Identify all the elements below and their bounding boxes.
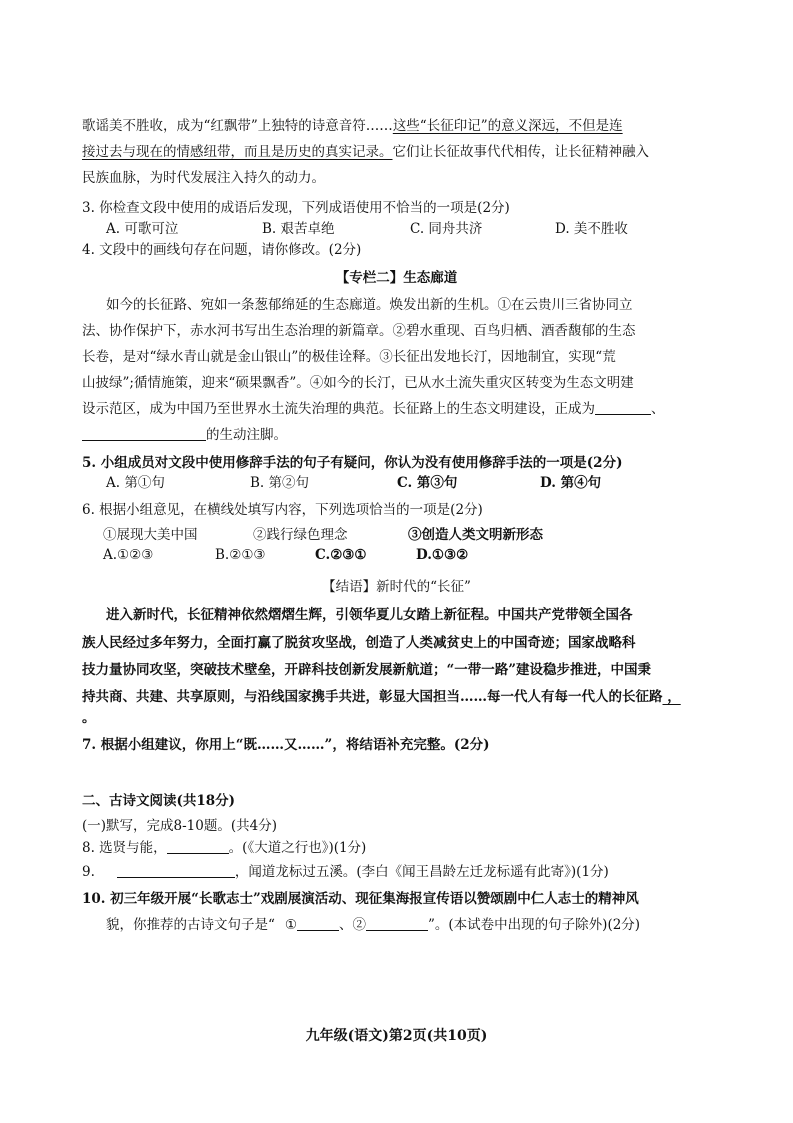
conclusion-line: 持共商、共建、共享原则，与沿线国家携手共进，彰显大国担当……每一代人有每一代人的长征路 ，	[82, 689, 681, 705]
passage-line: 接过去与现在的情感纽带，而且是历史的真实记录。它们让长征故事代代相传，让长征精神融入	[82, 144, 649, 160]
q8-answer-blank[interactable]	[167, 839, 229, 854]
q5-option-b[interactable]: B. 第②句	[250, 475, 310, 491]
question-10-answer-line: 貌，你推荐的古诗文句子是“ ① 、② ”。(本试卷中出现的句子除外)(2分)	[106, 917, 641, 933]
fill-blank-1[interactable]	[595, 400, 651, 415]
section-2-line: 如今的长征路、宛如一条葱郁绵延的生态廊道。焕发出新的生机。①在云贵川三省协同立	[106, 297, 633, 313]
conclusion-line: 。	[82, 710, 96, 726]
q6-option-a[interactable]: A.①②③	[103, 547, 154, 563]
question-10-stem: 10. 初三年级开展“长歌志士”戏剧展演活动、现征集海报宣传语以赞颂剧中仁人志士的精神风	[82, 891, 639, 907]
q6-option-c[interactable]: C.②③①	[315, 547, 367, 563]
q6-item-1: ①展现大美中国	[103, 527, 198, 543]
q5-option-d[interactable]: D. 第④句	[540, 475, 602, 491]
section-2-line: 法、协作保护下，赤水河书写出生态治理的新篇章。②碧水重现、百鸟归栖、酒香馥郁的生态	[82, 323, 636, 339]
q10-answer-blank-1[interactable]	[297, 916, 339, 931]
fill-blank-2[interactable]	[82, 426, 206, 441]
question-4-stem: 4. 文段中的画线句存在问题，请你修改。(2分)	[82, 242, 362, 258]
q9-answer-blank[interactable]	[117, 863, 235, 878]
q3-option-d[interactable]: D. 美不胜收	[555, 221, 628, 237]
q10-answer-blank-2[interactable]	[366, 916, 428, 931]
q6-option-b[interactable]: B.②①③	[215, 547, 266, 563]
q6-option-d[interactable]: D.①③②	[416, 547, 469, 563]
q5-option-c[interactable]: C. 第③句	[397, 475, 458, 491]
page-footer: 九年级(语文)第2页(共10页)	[305, 1028, 488, 1044]
q6-item-3: ③创造人类文明新形态	[408, 527, 543, 543]
section-2-line: 设示范区，成为中国乃至世界水土流失治理的典范。长征路上的生态文明建设，正成为 、	[82, 401, 665, 417]
section-2-line: 长卷，是对“绿水青山就是金山银山”的极佳诠释。③长征出发地长汀，因地制宜，实现“荒	[82, 349, 616, 365]
question-3-stem: 3. 你检查文段中使用的成语后发现，下列成语使用不恰当的一项是(2分)	[82, 200, 510, 216]
part-2-title: 二、古诗文阅读(共18分)	[82, 793, 236, 809]
question-8: 8. 选贤与能， 。(《大道之行也》)(1分)	[82, 840, 367, 856]
passage-line: 民族血脉，为时代发展注入持久的动力。	[82, 170, 325, 186]
conclusion-title: 【结语】新时代的“长征”	[322, 579, 471, 595]
passage-line: 歌谣美不胜收，成为“红飘带”上独特的诗意音符……这些“长征印记”的意义深远，不但是连	[82, 118, 623, 134]
q6-item-2: ②践行绿色理念	[253, 527, 348, 543]
section-2-title: 【专栏二】生态廊道	[335, 270, 458, 286]
conclusion-line: 进入新时代，长征精神依然熠熠生辉，引领华夏儿女踏上新征程。中国共产党带领全国各	[106, 607, 633, 623]
section-2-line: 山披绿”;循情施策，迎来“硕果飘香”。④如今的长汀，已从水土流失重灾区转变为生态文明建	[82, 375, 634, 391]
part-2-subtitle: (一)默写，完成8-10题。(共4分)	[82, 818, 277, 834]
answer-blank[interactable]: ，	[662, 689, 681, 705]
section-2-line: 的生动注脚。	[82, 425, 287, 445]
q3-option-c[interactable]: C. 同舟共济	[410, 221, 483, 237]
question-9: 9. ，闻道龙标过五溪。(李白《闻王昌龄左迁龙标遥有此寄》)(1分)	[82, 864, 609, 880]
question-6-stem: 6. 根据小组意见，在横线处填写内容，下列选项恰当的一项是(2分)	[82, 502, 483, 518]
q3-option-b[interactable]: B. 艰苦卓绝	[262, 221, 335, 237]
underlined-sentence: 这些“长征印记”的意义深远，不但是连	[392, 118, 623, 134]
question-7-stem: 7. 根据小组建议，你用上“既……又……”，将结语补充完整。(2分)	[82, 737, 490, 753]
q5-option-a[interactable]: A. 第①句	[106, 475, 165, 491]
conclusion-line: 技力量协同攻坚，突破技术壁垒，开辟科技创新发展新航道；“一带一路”建设稳步推进，中国秉	[82, 662, 652, 678]
q3-option-a[interactable]: A. 可歌可泣	[106, 221, 179, 237]
underlined-sentence: 接过去与现在的情感纽带，而且是历史的真实记录。	[82, 144, 393, 160]
question-5-stem: 5. 小组成员对文段中使用修辞手法的句子有疑问，你认为没有使用修辞手法的一项是(2分)	[82, 455, 623, 471]
conclusion-line: 族人民经过多年努力，全面打赢了脱贫攻坚战，创造了人类减贫史上的中国奇迹；国家战略科	[82, 635, 636, 651]
